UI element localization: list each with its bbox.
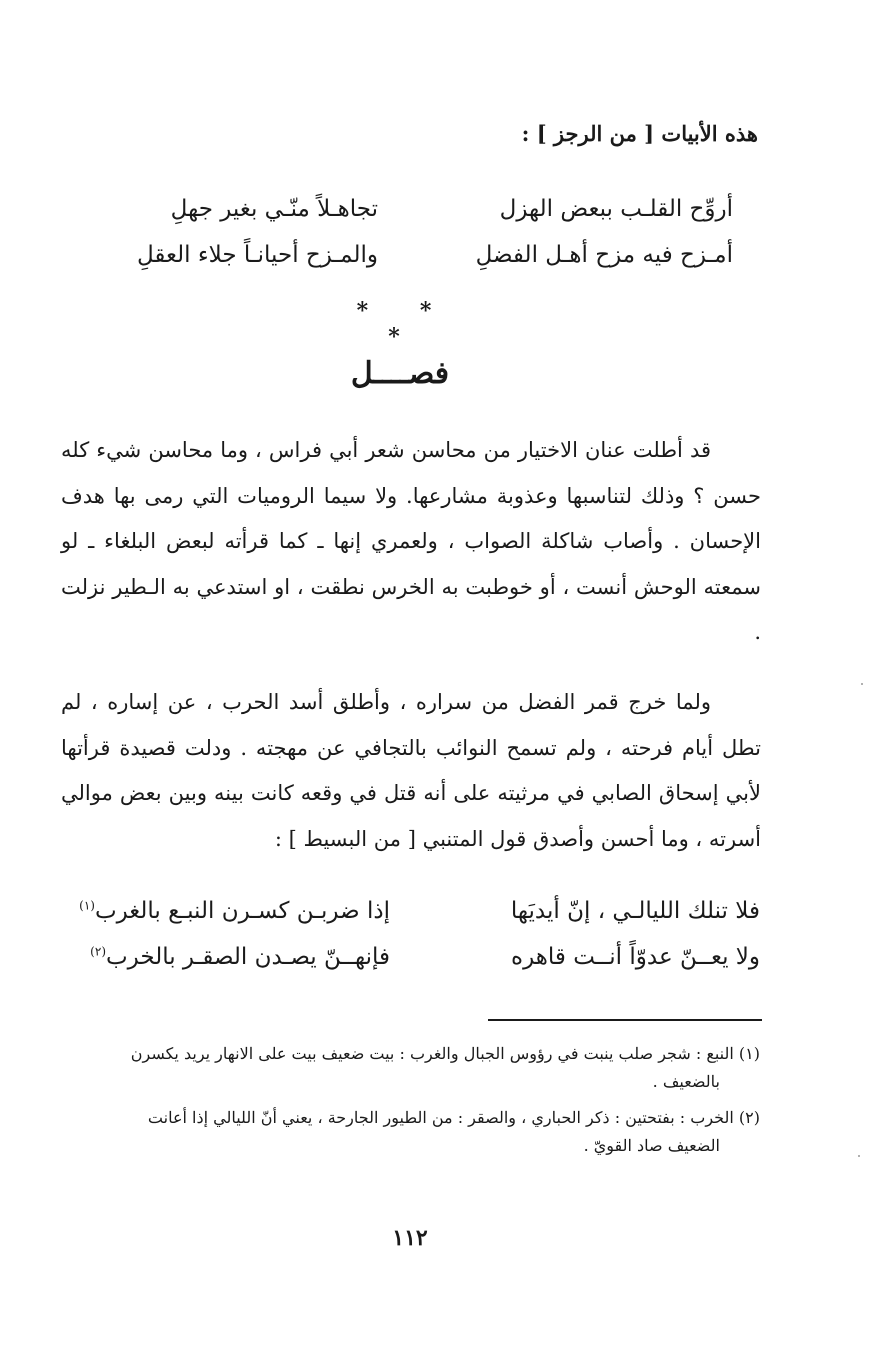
footnote-line: (٢) الخرب : بفتحتين : ذكر الحباري ، والصقر : من الطيور الجارحة ، يعني أنّ الليالي إذا أعانت <box>147 1108 760 1127</box>
verse-first-hemistich: أروِّح القلـب ببعض الهزل <box>499 196 733 222</box>
verse-line <box>60 888 760 934</box>
margin-speck <box>858 1155 860 1157</box>
footnotes <box>60 1040 760 1168</box>
footnote-line: بالضعيف . <box>652 1072 720 1091</box>
verse-line <box>60 934 760 980</box>
margin-speck <box>861 683 863 685</box>
poem-rajaz <box>78 186 733 278</box>
verse-second-hemistich <box>60 898 390 924</box>
verse-first-hemistich: فلا تنلك الليالـي ، إنّ أيديَها <box>510 898 760 924</box>
verse-text: فإنهــنّ يصـدن الصقـر بالخرب <box>106 944 390 970</box>
verse-first-hemistich: ولا يعــنّ عدوّاً أنــت قاهره <box>511 944 760 970</box>
verse-second-hemistich: والمـزح أحيانـاً جلاء العقلِ <box>136 242 378 268</box>
paragraph: ولما خرج قمر الفضل من سراره ، وأطلق أسد الحرب ، عن إساره ، لم تطل أيام فرحته ، ولم تسمح النوائب بالتجافي عن مهجته . ودلت قصيدة قرأتها لأبي إسحاق الصابي في مرثيته على أنه قتل في وقعه كانت بينه وبين بعض موالي أسرته ، وما أحسن وأصدق قول المتنبي [ من البسيط ] : <box>61 690 761 851</box>
footnote-reference: (٢) <box>90 944 106 959</box>
verse-line <box>78 186 733 232</box>
footnote-line: (١) النبع : شجر صلب ينبت في رؤوس الجبال والغرب : بيت ضعيف بيت على الانهار يريد يكسرن <box>130 1044 760 1063</box>
section-separator-stars: * * * <box>356 298 454 350</box>
paragraph: قد أطلت عنان الاختيار من محاسن شعر أبي فراس ، وما محاسن شيء كله حسن ؟ وذلك لتناسبها وعذوبة مشارعها. ولا سيما الروميات التي رمى بها هدف الإحسان . وأصاب شاكلة الصواب ، ولعمري إنها ـ كما قرأته لبعض البلغاء ـ لو سمعته الوحش أنست ، أو خوطبت به الخرس نطقت ، او استدعي به الـطير نزلت . <box>61 438 761 644</box>
footnote-reference: (١) <box>79 898 95 913</box>
verse-second-hemistich: تجاهـلاً منّـي بغير جهلِ <box>170 196 378 222</box>
page-number: ١١٢ <box>392 1225 428 1251</box>
footnote <box>60 1040 760 1096</box>
verse-line <box>78 232 733 278</box>
verse-second-hemistich <box>60 944 390 970</box>
poem-basit <box>60 888 760 980</box>
section-heading: فصــــل <box>350 356 450 391</box>
verse-first-hemistich: أمـزح فيه مزح أهـل الفضلِ <box>475 242 733 268</box>
verse-text: إذا ضربـن كسـرن النبـع بالغرب <box>94 898 390 924</box>
verse-introduction: هذه الأبيات [ من الرجز ] : <box>521 121 758 146</box>
footnote <box>60 1104 760 1160</box>
footnote-line: الضعيف صاد القويّ . <box>583 1136 720 1155</box>
footnote-divider <box>488 1019 762 1021</box>
